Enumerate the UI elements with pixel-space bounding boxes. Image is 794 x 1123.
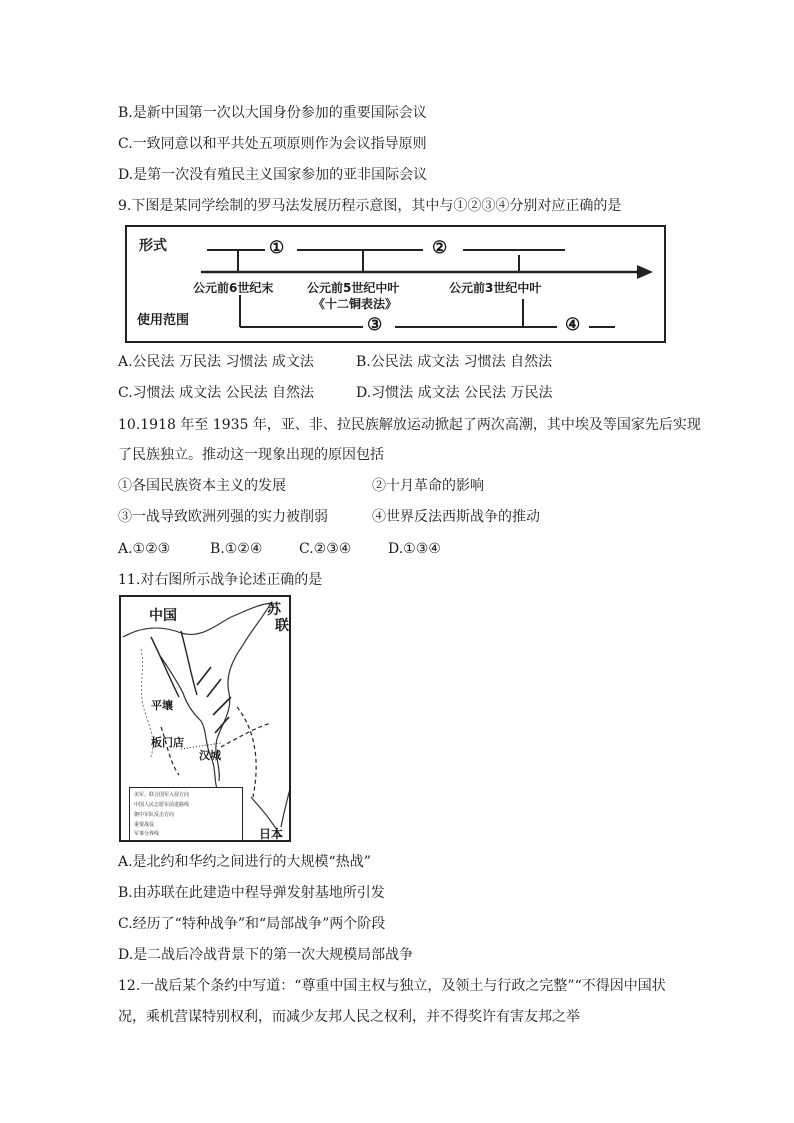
q12-stem-2: 况，乘机营谋特别权利，而减少友邦人民之权利，并不得奖许有害友邦之举: [118, 1009, 580, 1025]
label-scope: 使用范围: [137, 313, 190, 328]
q12-stem-1: 12.一战后某个条约中写道：“尊重中国主权与独立，及领土与行政之完整”“不得因中国状: [118, 978, 666, 994]
date-5th-century: 公元前5世纪中叶: [307, 281, 400, 295]
legend-row-5: 军事分界线: [134, 831, 160, 837]
legend-row-1: 美军、联合国军入侵方向: [134, 792, 190, 798]
date-6th-century: 公元前6世纪末: [193, 281, 274, 295]
map-label-china: 中国: [149, 608, 177, 624]
q8-option-c: C.一致同意以和平共处五项原则作为会议指导原则: [118, 136, 427, 152]
date-3rd-century: 公元前3世纪中叶: [449, 281, 542, 295]
q11-option-a: A.是北约和华约之间进行的大规模“热战”: [118, 854, 371, 870]
korean-war-map: [119, 595, 291, 842]
legend-row-3: 朝中军队反击方向: [134, 812, 175, 818]
map-legend: [129, 787, 243, 841]
map-label-pyongyang: 平壤: [151, 699, 173, 712]
circle-2: ②: [432, 238, 448, 258]
label-form: 形式: [139, 238, 167, 254]
map-label-panmunjom: 板门店: [151, 736, 184, 749]
q11-option-c: C.经历了“特种战争”和“局部战争”两个阶段: [118, 916, 386, 932]
map-label-lian: 联: [275, 618, 289, 634]
legend-row-4: 重要战役: [134, 822, 155, 828]
q10-stem-1: 10.1918 年至 1935 年，亚、非、拉民族解放运动掀起了两次高潮，其中埃及等国家先后实现: [118, 417, 701, 433]
q8-option-d: D.是第一次没有殖民主义国家参加的亚非国际会议: [118, 167, 428, 183]
q10-option-a: A.①②③: [118, 541, 171, 557]
circle-3: ③: [367, 315, 383, 335]
q10-option-b: B.①②④: [210, 541, 263, 557]
q10-item-2: ②十月革命的影响: [372, 478, 484, 494]
map-label-seoul: 汉城: [199, 749, 221, 762]
q9-stem: 9.下图是某同学绘制的罗马法发展历程示意图，其中与①②③④分别对应正确的是: [118, 198, 622, 214]
q10-option-c: C.②③④: [299, 541, 352, 557]
q10-item-3: ③一战导致欧洲列强的实力被削弱: [118, 509, 328, 525]
circle-1: ①: [269, 238, 285, 258]
legend-row-2: 中国人民志愿军前进路线: [134, 802, 190, 808]
q10-item-1: ①各国民族资本主义的发展: [118, 478, 286, 494]
q11-option-b: B.由苏联在此建造中程导弹发射基地所引发: [118, 885, 385, 901]
q10-stem-2: 了民族独立。推动这一现象出现的原因包括: [118, 447, 384, 463]
map-label-su: 苏: [267, 602, 281, 618]
circle-4: ④: [565, 315, 581, 335]
q10-item-4: ④世界反法西斯战争的推动: [372, 509, 540, 525]
q11-stem: 11.对右图所示战争论述正确的是: [118, 572, 323, 588]
roman-law-timeline-diagram: [125, 225, 666, 343]
q9-option-b: B.公民法 成文法 习惯法 自然法: [356, 354, 553, 370]
q10-option-d: D.①③④: [388, 541, 441, 557]
q11-option-d: D.是二战后冷战背景下的第一次大规模局部战争: [118, 947, 414, 963]
q9-option-a: A.公民法 万民法 习惯法 成文法: [118, 354, 314, 370]
q8-option-b: B.是新中国第一次以大国身份参加的重要国际会议: [118, 105, 427, 121]
q9-option-d: D.习惯法 成文法 公民法 万民法: [356, 385, 553, 401]
q9-option-c: C.习惯法 成文法 公民法 自然法: [118, 385, 315, 401]
map-label-japan: 日本: [259, 827, 284, 841]
twelve-tables: 《十二铜表法》: [313, 297, 398, 311]
